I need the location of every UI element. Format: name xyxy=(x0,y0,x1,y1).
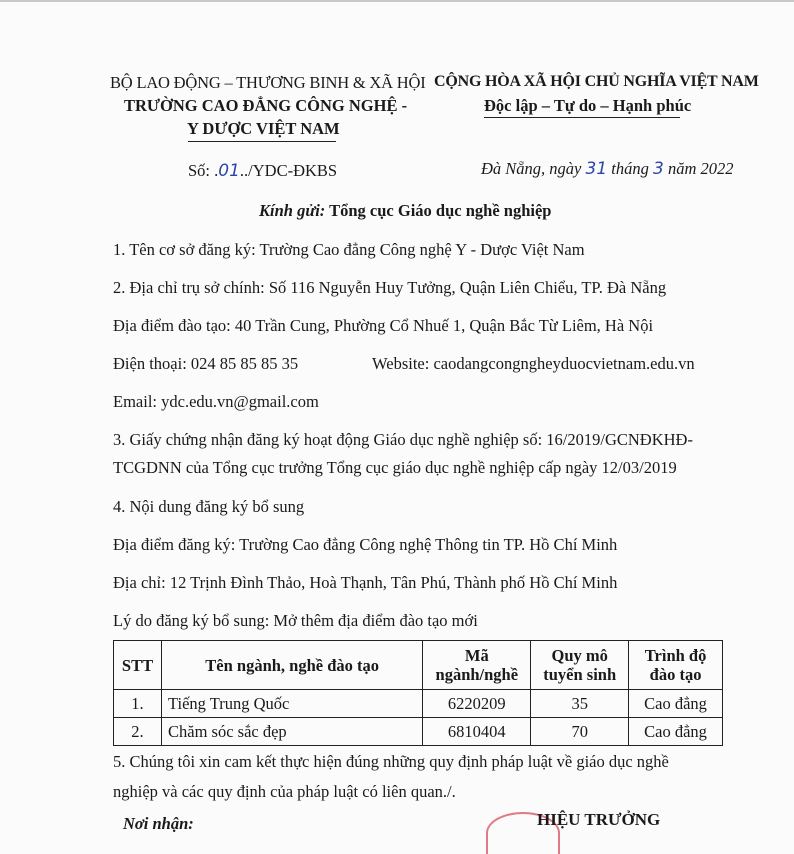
header-scale-line1: Quy mô xyxy=(551,646,608,665)
table-row xyxy=(114,690,723,718)
header-code-line2: ngành/nghề xyxy=(435,665,519,684)
date-month-label: tháng xyxy=(607,159,653,178)
document-date xyxy=(481,159,733,179)
school-name-underline xyxy=(188,141,336,142)
cell-program-code: 6220209 xyxy=(423,690,531,718)
cell-program-name: Chăm sóc sắc đẹp xyxy=(161,718,422,746)
body-line-reason: Lý do đăng ký bổ sung: Mở thêm địa điểm đào tạo mới xyxy=(113,611,478,630)
cell-training-level: Cao đẳng xyxy=(629,690,723,718)
table-row xyxy=(114,718,723,746)
cell-stt: 2. xyxy=(114,718,162,746)
body-line-website: Website: caodangcongngheyduocvietnam.edu.vn xyxy=(372,354,695,373)
header-code-line1: Mã xyxy=(464,646,489,665)
body-line-email: Email: ydc.edu.vn@gmail.com xyxy=(113,392,319,411)
body-line-address: Địa chỉ: 12 Trịnh Đình Thảo, Hoà Thạnh, Tân Phú, Thành phố Hồ Chí Minh xyxy=(113,573,618,592)
cell-enrollment-scale: 35 xyxy=(531,690,629,718)
school-name-line2: Y DƯỢC VIỆT NAM xyxy=(187,119,340,138)
programs-table xyxy=(113,640,723,746)
body-line-commitment-2: nghiệp và các quy định của pháp luật có liên quan./. xyxy=(113,782,456,801)
recipient-label: Kính gửi: xyxy=(259,201,326,220)
date-place: Đà Nẵng, ngày xyxy=(481,159,586,178)
recipients-label: Nơi nhận: xyxy=(123,814,194,833)
header-training-level xyxy=(629,641,723,690)
header-scale-line2: tuyển sinh xyxy=(543,665,617,684)
body-line-supplement-heading: 4. Nội dung đăng ký bổ sung xyxy=(113,497,305,516)
header-stt: STT xyxy=(114,641,162,690)
body-line-certificate-1: 3. Giấy chứng nhận đăng ký hoạt động Giáo dục nghề nghiệp số: 16/2019/GCNĐKHĐ- xyxy=(113,430,693,449)
school-name-line1: TRƯỜNG CAO ĐẲNG CÔNG NGHỆ - xyxy=(124,96,408,115)
header-level-line1: Trình độ xyxy=(644,646,707,665)
header-program-code xyxy=(423,641,531,690)
page-top-edge xyxy=(0,0,794,2)
principal-title: HIỆU TRƯỞNG xyxy=(537,810,661,829)
body-line-training-location: Địa điểm đào tạo: 40 Trần Cung, Phường Cổ Nhuế 1, Quận Bắc Từ Liêm, Hà Nội xyxy=(113,316,654,335)
cell-stt: 1. xyxy=(114,690,162,718)
body-line-certificate-2: TCGDNN của Tổng cục trưởng Tổng cục giáo dục nghề nghiệp cấp ngày 12/03/2019 xyxy=(113,458,677,477)
document-number-handwritten: 01 xyxy=(218,161,240,181)
document-number-prefix: Số: . xyxy=(188,161,219,180)
ministry-name: BỘ LAO ĐỘNG – THƯƠNG BINH & XÃ HỘI xyxy=(110,73,426,92)
national-motto: Độc lập – Tự do – Hạnh phúc xyxy=(484,96,692,115)
republic-title: CỘNG HÒA XÃ HỘI CHỦ NGHĨA VIỆT NAM xyxy=(434,73,759,90)
table-header-row xyxy=(114,641,723,690)
document-number xyxy=(188,161,337,181)
cell-program-code: 6810404 xyxy=(423,718,531,746)
cell-enrollment-scale: 70 xyxy=(531,718,629,746)
body-line-headquarters: 2. Địa chỉ trụ sở chính: Số 116 Nguyễn Huy Tưởng, Quận Liên Chiểu, TP. Đà Nẵng xyxy=(113,278,667,297)
motto-underline xyxy=(484,117,680,118)
cell-program-name: Tiếng Trung Quốc xyxy=(161,690,422,718)
date-day-handwritten: 31 xyxy=(585,159,608,179)
header-level-line2: đào tạo xyxy=(649,665,702,684)
header-enrollment-scale xyxy=(531,641,629,690)
date-year: năm 2022 xyxy=(663,159,734,178)
body-line-commitment-1: 5. Chúng tôi xin cam kết thực hiện đúng những quy định pháp luật về giáo dục nghề xyxy=(113,752,669,771)
date-month-handwritten: 3 xyxy=(652,159,664,179)
body-line-facility-name: 1. Tên cơ sở đăng ký: Trường Cao đẳng Công nghệ Y - Dược Việt Nam xyxy=(113,240,585,259)
body-line-registered-location: Địa điểm đăng ký: Trường Cao đẳng Công nghệ Thông tin TP. Hồ Chí Minh xyxy=(113,535,618,554)
recipient-value: Tổng cục Giáo dục nghề nghiệp xyxy=(325,201,552,220)
body-line-phone: Điện thoại: 024 85 85 85 35 xyxy=(113,354,299,373)
document-number-suffix: ../YDC-ĐKBS xyxy=(239,161,338,180)
recipient-line xyxy=(259,201,551,221)
cell-training-level: Cao đẳng xyxy=(629,718,723,746)
header-program-name: Tên ngành, nghề đào tạo xyxy=(161,641,422,690)
